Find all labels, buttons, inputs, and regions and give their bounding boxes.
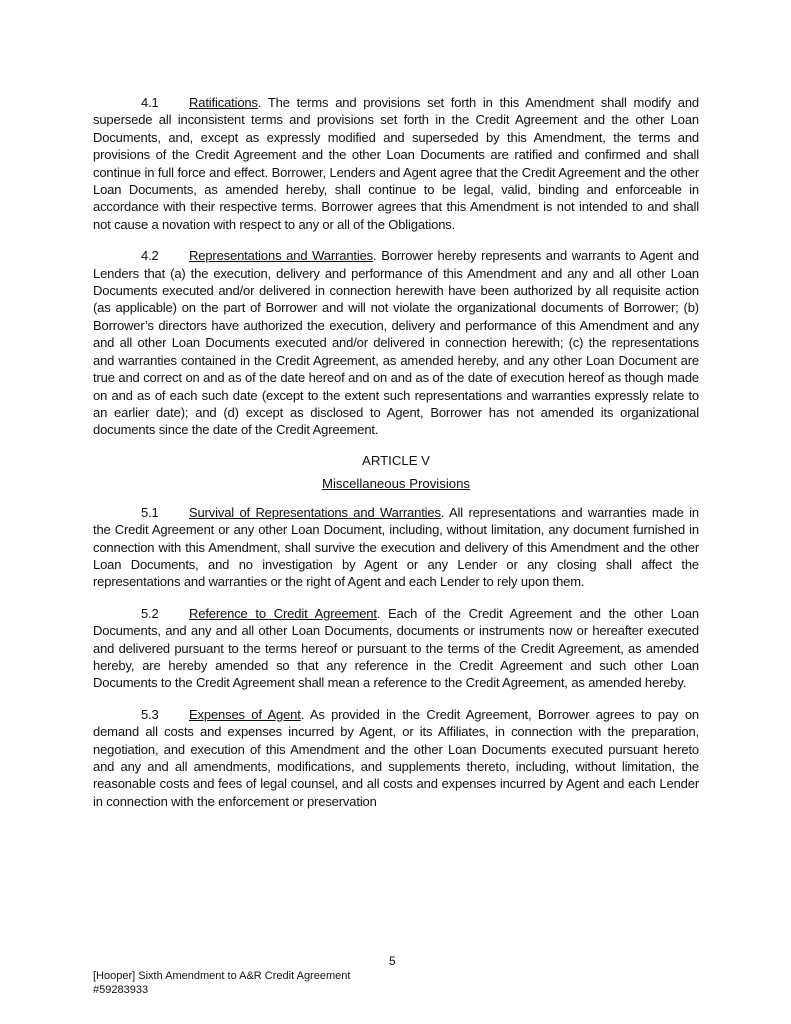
section-number: 4.2 xyxy=(141,248,159,264)
section-number: 5.3 xyxy=(141,706,159,722)
footer-title: [Hooper] Sixth Amendment to A&R Credit Agreement xyxy=(93,970,351,982)
section-number: 5.2 xyxy=(141,605,159,621)
section-5-1 xyxy=(93,504,699,591)
page-body xyxy=(93,94,699,824)
section-body: . All representations and warranties made in the Credit Agreement or any other Loan Document, including, without limitation, any document furnished in connection with this Amendment, shall survive the execution and delivery of this Amendment and the other Loan Documents, and no investigation by Agent or any Lender or any closing shall affect the representations and warranties or the right of Agent and each Lender to rely upon them. xyxy=(93,504,699,590)
section-body: . The terms and provisions set forth in this Amendment shall modify and supersede all inconsistent terms and provisions set forth in the Credit Agreement and the other Loan Documents, and, except as expressly modified and superseded by this Amendment, the terms and provisions of the Credit Agreement and the other Loan Documents are ratified and confirmed and shall continue in full force and effect. Borrower, Lenders and Agent agree that the Credit Agreement and the other Loan Documents, as amended hereby, shall continue to be legal, valid, binding and enforceable in accordance with their respective terms. Borrower agrees that this Amendment is not intended to and shall not cause a novation with respect to any or all of the Obligations. xyxy=(93,95,699,232)
article-subheading xyxy=(93,476,699,491)
section-4-1 xyxy=(93,94,699,233)
section-4-2 xyxy=(93,247,699,438)
section-title: Reference to Credit Agreement xyxy=(189,605,377,621)
document-footer xyxy=(93,969,350,997)
section-5-3 xyxy=(93,706,699,810)
article-heading: ARTICLE V xyxy=(362,452,430,468)
section-body: . Borrower hereby represents and warrants to Agent and Lenders that (a) the execution, delivery and performance of this Amendment and any and all other Loan Documents executed and/or delivered in connection herewith have been authorized by all requisite action (as applicable) on the part of Borrower and will not violate the organizational documents of Borrower; (b) Borrower’s directors have authorized the execution, delivery and performance of this Amendment and any and all other Loan Documents executed and/or delivered in connection herewith; (c) the representations and warranties contained in the Credit Agreement, as amended hereby, and any other Loan Document are true and correct on and as of the date hereof and on and as of the date of execution hereof as though made on and as of each such date (except to the extent such representations and warranties expressly relate to an earlier date); and (d) except as disclosed to Agent, Borrower has not amended its organizational documents since the date of the Credit Agreement. xyxy=(93,248,699,438)
section-body: . As provided in the Credit Agreement, Borrower agrees to pay on demand all costs and expenses incurred by Agent, or its Affiliates, in connection with the preparation, negotiation, and execution of this Amendment and the other Loan Documents executed pursuant hereto and any and all amendments, modifications, and supplements thereto, including, without limitation, the reasonable costs and fees of legal counsel, and all costs and expenses incurred by Agent and each Lender in connection with the enforcement or preservation xyxy=(93,706,699,809)
article-subheading-text: Miscellaneous Provisions xyxy=(321,475,471,491)
section-body: . Each of the Credit Agreement and the other Loan Documents, and any and all other Loan Documents, documents or instruments now or hereafter executed and delivered pursuant to the terms hereof or pursuant to the terms of the Credit Agreement, as amended hereby, are hereby amended so that any reference in the Credit Agreement and such other Loan Documents to the Credit Agreement shall mean a reference to the Credit Agreement, as amended hereby. xyxy=(93,605,700,691)
section-number: 5.1 xyxy=(141,504,159,520)
section-title: Survival of Representations and Warranties xyxy=(189,504,441,520)
section-number: 4.1 xyxy=(141,95,159,110)
page-number: 5 xyxy=(389,954,396,968)
section-title: Ratifications xyxy=(189,95,258,110)
section-title: Representations and Warranties xyxy=(189,248,374,264)
section-5-2 xyxy=(93,605,699,692)
footer-doc-id: #59283933 xyxy=(93,984,149,996)
section-title: Expenses of Agent xyxy=(189,706,301,722)
